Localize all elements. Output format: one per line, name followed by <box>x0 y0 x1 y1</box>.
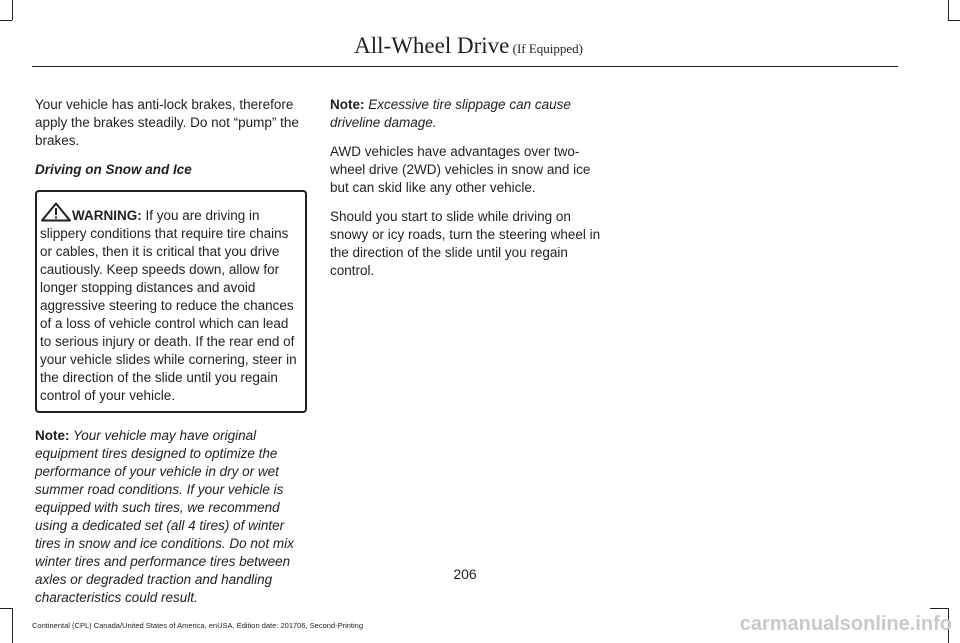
slide-paragraph: Should you start to slide while driving on snowy or icy roads, turn the steering wheel in the direction of the slide until you regain control. <box>330 209 601 278</box>
warning-label: WARNING: <box>72 208 142 223</box>
note-text: Your vehicle may have original equipment tires designed to optimize the performance of your vehicle in dry or wet summer road conditions. If your vehicle is equipped with such tires, we recommend using a dedicated set (all 4 tires) of winter tires in snow and ice conditions. Do not mix winter tires and performance tires between axles or degraded traction and handling characteristics could result. <box>35 428 294 605</box>
section-heading: Driving on Snow and Ice <box>35 162 192 177</box>
watermark: carmanualsonline.info <box>739 613 952 635</box>
crop-mark <box>12 0 13 20</box>
note-label: Note: <box>35 428 70 443</box>
note-paragraph <box>330 96 602 132</box>
footer-text: Continental (CPL) Canada/United States of America, enUSA, Edition date: 201706, Second-Printing <box>32 621 364 630</box>
header-title: All-Wheel Drive <box>354 33 510 58</box>
awd-paragraph: AWD vehicles have advantages over two-wheel drive (2WD) vehicles in snow and ice but can skid like any other vehicle. <box>330 144 591 195</box>
crop-mark <box>0 20 12 21</box>
crop-mark <box>948 20 960 21</box>
crop-mark <box>12 608 13 643</box>
crop-mark <box>930 608 948 609</box>
page-header <box>354 33 583 59</box>
crop-mark <box>948 0 949 20</box>
warning-text: If you are driving in slippery conditions that require tire chains or cables, then it is critical that you drive cautiously. Keep speeds down, allow for longer stopping distances and avoid aggressive steering to reduce the chances of a loss of vehicle control which can lead to serious injury or death. If the rear end of your vehicle slides while cornering, steer in the direction of the slide until you regain control of your vehicle. <box>40 208 297 403</box>
note-label: Note: <box>330 97 365 112</box>
warning-triangle-icon <box>40 202 72 222</box>
left-column <box>35 96 307 618</box>
note-text: Excessive tire slippage can cause driveline damage. <box>330 97 571 130</box>
right-column <box>330 96 602 291</box>
intro-paragraph: Your vehicle has anti-lock brakes, therefore apply the brakes steadily. Do not “pump” the brakes. <box>35 97 299 148</box>
page-number: 206 <box>453 566 477 582</box>
header-subtitle: (If Equipped) <box>509 41 583 56</box>
crop-mark <box>0 608 12 609</box>
warning-box <box>35 190 307 413</box>
header-rule <box>32 66 898 67</box>
